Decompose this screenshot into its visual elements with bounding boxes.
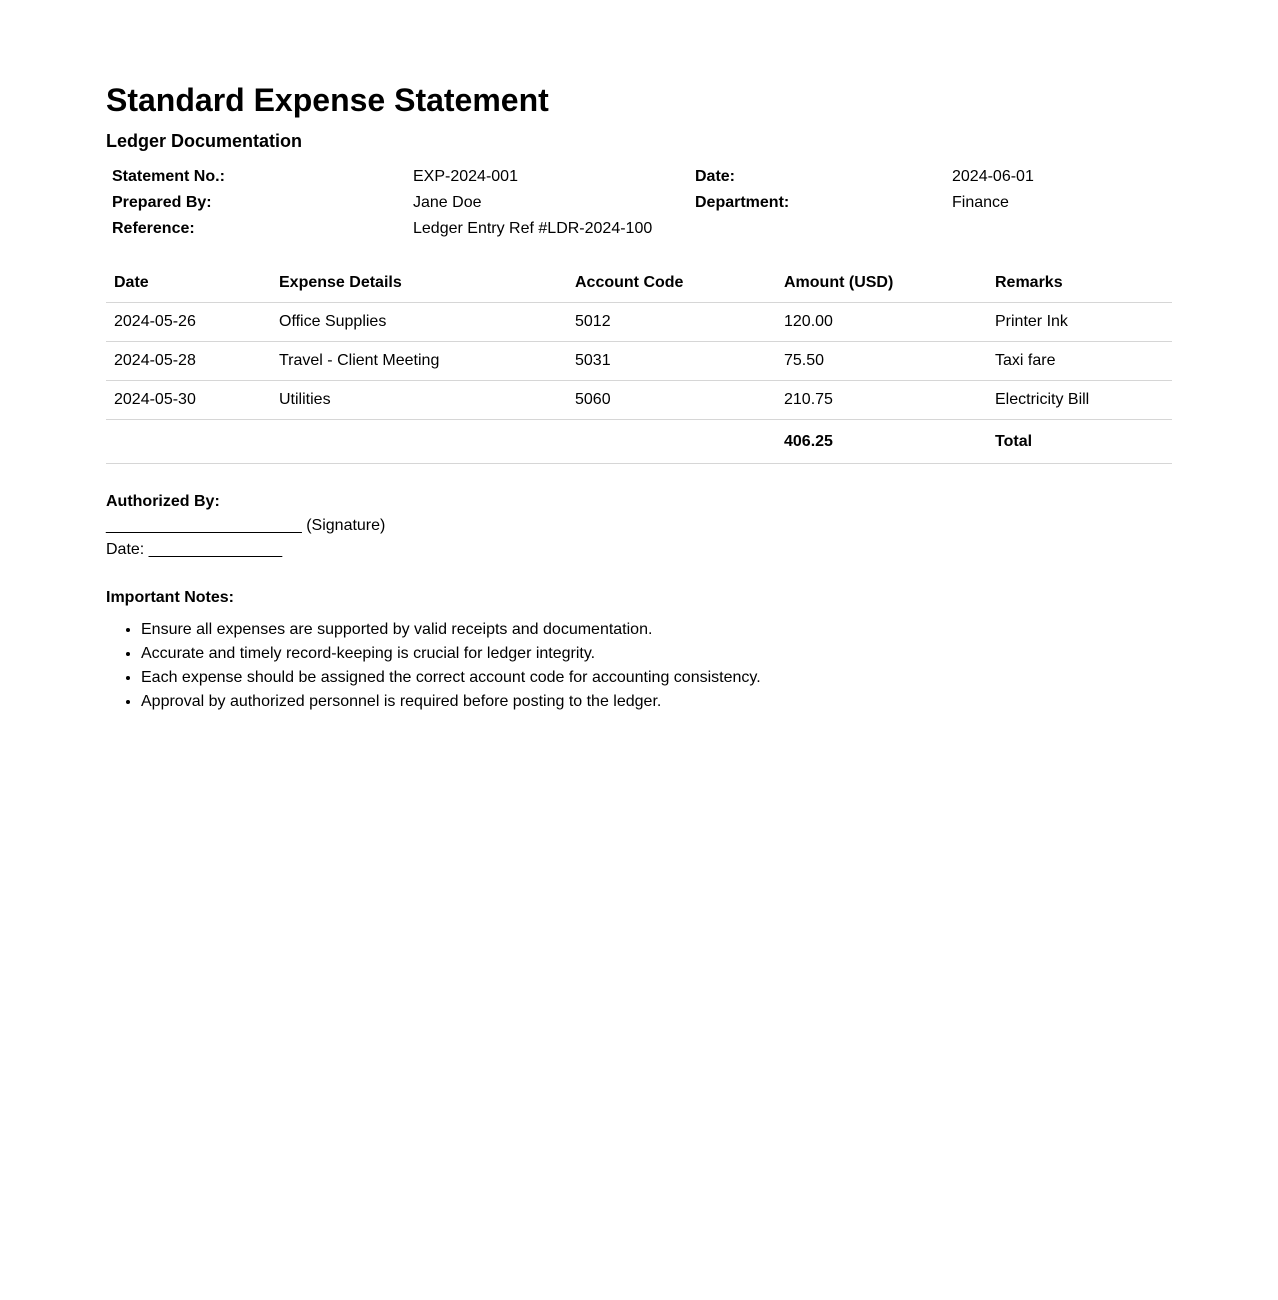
total-row: [106, 420, 1172, 464]
cell-remarks: Taxi fare: [987, 342, 1172, 381]
signature-line: ______________________ (Signature): [106, 517, 386, 534]
cell-date: 2024-05-30: [106, 381, 271, 420]
authorization-section: [106, 490, 1172, 562]
prepared-by-value: Jane Doe: [413, 194, 482, 211]
reference-value: Ledger Entry Ref #LDR-2024-100: [413, 220, 653, 237]
meta-row-prepared: [106, 190, 1172, 216]
cell-expense-details: Utilities: [271, 381, 567, 420]
statement-meta: [106, 164, 1172, 242]
meta-row-reference: [106, 216, 1172, 242]
total-empty-cell: [106, 420, 271, 464]
note-item: • Accurate and timely record-keeping is crucial for ledger integrity.: [141, 642, 1172, 666]
notes-title: Important Notes:: [106, 589, 234, 606]
department-value: Finance: [952, 194, 1009, 211]
cell-amount: 120.00: [776, 303, 987, 342]
authorized-by-label: Authorized By:: [106, 493, 220, 510]
expense-statement-page: [106, 0, 1172, 714]
meta-row-statement: [106, 164, 1172, 190]
cell-amount: 210.75: [776, 381, 987, 420]
page-title: Standard Expense Statement: [106, 82, 549, 118]
total-empty-cell: [567, 420, 776, 464]
table-header-row: [106, 264, 1172, 303]
table-row: [106, 303, 1172, 342]
prepared-by-label: Prepared By:: [112, 194, 212, 211]
cell-remarks: Electricity Bill: [987, 381, 1172, 420]
column-header-remarks: Remarks: [987, 264, 1172, 303]
statement-no-label: Statement No.:: [112, 168, 225, 185]
total-empty-cell: [271, 420, 567, 464]
page-subtitle: Ledger Documentation: [106, 131, 303, 151]
note-item: • Ensure all expenses are supported by valid receipts and documentation.: [141, 618, 1172, 642]
column-header-amount: Amount (USD): [776, 264, 987, 303]
cell-expense-details: Travel - Client Meeting: [271, 342, 567, 381]
total-amount: 406.25: [776, 420, 987, 464]
cell-remarks: Printer Ink: [987, 303, 1172, 342]
table-row: [106, 342, 1172, 381]
table-row: [106, 381, 1172, 420]
note-item: • Each expense should be assigned the correct account code for accounting consistency.: [141, 666, 1172, 690]
reference-label: Reference:: [112, 220, 195, 237]
cell-account-code: 5012: [567, 303, 776, 342]
column-header-date: Date: [106, 264, 271, 303]
cell-date: 2024-05-26: [106, 303, 271, 342]
cell-amount: 75.50: [776, 342, 987, 381]
cell-expense-details: Office Supplies: [271, 303, 567, 342]
authorization-date-line: Date: _______________: [106, 541, 283, 558]
cell-date: 2024-05-28: [106, 342, 271, 381]
notes-list: [106, 618, 1172, 714]
column-header-expense-details: Expense Details: [271, 264, 567, 303]
total-label: Total: [987, 420, 1172, 464]
cell-account-code: 5060: [567, 381, 776, 420]
statement-no-value: EXP-2024-001: [413, 168, 518, 185]
column-header-account-code: Account Code: [567, 264, 776, 303]
date-value: 2024-06-01: [952, 168, 1034, 185]
date-label: Date:: [695, 168, 736, 185]
note-item: • Approval by authorized personnel is required before posting to the ledger.: [141, 690, 1172, 714]
cell-account-code: 5031: [567, 342, 776, 381]
department-label: Department:: [695, 194, 790, 211]
expense-table: [106, 264, 1172, 464]
